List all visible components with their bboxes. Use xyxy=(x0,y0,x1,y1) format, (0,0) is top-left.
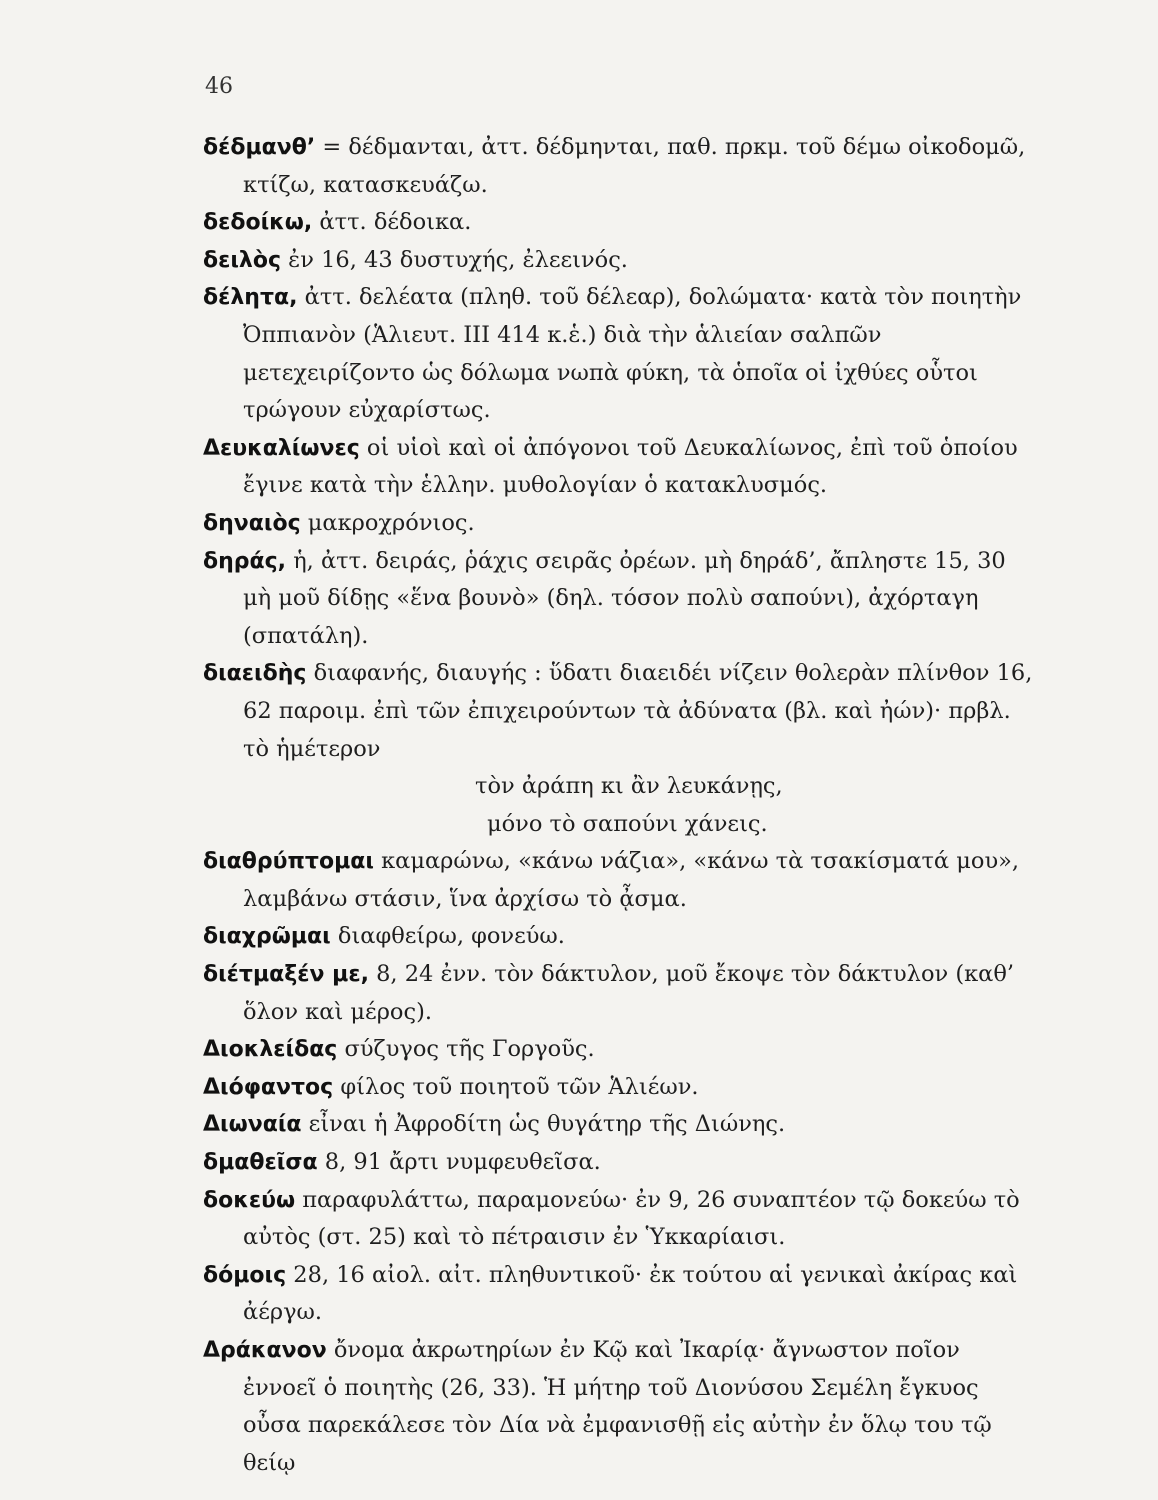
definition: = δέδμανται, ἀττ. δέδμηνται, παθ. πρκμ. τοῦ δέμω οἰκοδομῶ, κτίζω, κατασκευάζω. xyxy=(243,134,1026,198)
glossary-entry xyxy=(203,543,1033,656)
definition: ἀττ. δέδοικα. xyxy=(312,209,472,236)
definition: καμαρώνω, «κάνω νάζια», «κάνω τὰ τσακίσματά μου», λαμβάνω στάσιν, ἵνα ἀρχίσω τὸ ᾆσμα. xyxy=(243,848,1020,912)
glossary xyxy=(203,129,1033,1482)
verse-line: τὸν ἀράπη κι ἂν λευκάνῃς, xyxy=(475,773,783,800)
glossary-entry xyxy=(203,242,1033,280)
headword: δειλὸς xyxy=(203,247,282,273)
definition: μακροχρόνιος. xyxy=(300,509,475,536)
verse-quote xyxy=(203,768,1033,843)
glossary-entry xyxy=(203,279,1033,429)
glossary-entry xyxy=(203,129,1033,204)
glossary-entry xyxy=(203,918,1033,956)
glossary-entry xyxy=(203,430,1033,505)
glossary-entry xyxy=(203,1257,1033,1332)
headword: δέλητα, xyxy=(203,285,298,311)
definition: διαφανής, διαυγής : ὕδατι διαειδέι νίζειν θολερὰν πλίνθον 16, 62 παροιμ. ἐπὶ τῶν ἐπιχειρούντων τὰ ἀδύνατα (βλ. καὶ ἠών)· πρβλ. τὸ ἡμέτερον xyxy=(243,660,1033,762)
headword: δμαθεῖσα xyxy=(203,1150,318,1176)
headword: Διωναία xyxy=(203,1112,302,1138)
glossary-entry xyxy=(203,505,1033,543)
headword: Διοκλείδας xyxy=(203,1037,338,1063)
definition: ἐν 16, 43 δυστυχής, ἐλεεινός. xyxy=(281,246,628,273)
definition: 8, 91 ἄρτι νυμφευθεῖσα. xyxy=(317,1149,601,1176)
headword: δοκεύω xyxy=(203,1187,296,1213)
definition: φίλος τοῦ ποιητοῦ τῶν Ἁλιέων. xyxy=(333,1073,699,1100)
glossary-entry xyxy=(203,1069,1033,1107)
definition: ὄνομα ἀκρωτηρίων ἐν Κῷ καὶ Ἰκαρίᾳ· ἄγνωστον ποῖον ἐννοεῖ ὁ ποιητὴς (26, 33). Ἡ μήτηρ τοῦ Διονύσου Σεμέλη ἔγκυος οὖσα παρεκάλεσε τὸν Δία νὰ ἐμφανισθῇ εἰς αὐτὴν ἐν ὅλῳ του τῷ θείῳ xyxy=(243,1337,992,1476)
headword: διέτμαξέν με, xyxy=(203,962,369,988)
definition: παραφυλάττω, παραμονεύω· ἐν 9, 26 συναπτέον τῷ δοκεύω τὸ αὐτὸς (στ. 25) καὶ τὸ πέτραισιν ἐν Ὑκκαρίαισι. xyxy=(243,1186,1020,1251)
verse-line: μόνο τὸ σαπούνι χάνεις. xyxy=(487,810,768,837)
glossary-entry xyxy=(203,1332,1033,1482)
headword: διαχρῶμαι xyxy=(203,924,331,950)
glossary-entry xyxy=(203,1106,1033,1144)
definition: 28, 16 αἰολ. αἰτ. πληθυντικοῦ· ἐκ τούτου αἱ γενικαὶ ἀκίρας καὶ ἀέργω. xyxy=(243,1261,1018,1326)
page-number: 46 xyxy=(205,74,233,99)
definition: διαφθείρω, φονεύω. xyxy=(330,923,565,950)
glossary-entry xyxy=(203,956,1033,1031)
headword: διαειδὴς xyxy=(203,661,307,687)
glossary-entry xyxy=(203,1031,1033,1069)
definition: ἀττ. δελέατα (πληθ. τοῦ δέλεαρ), δολώματα· κατὰ τὸν ποιητὴν Ὀππιανὸν (Ἁλιευτ. III 414 κ.ἑ.) διὰ τὴν ἁλιείαν σαλπῶν μετεχειρίζοντο ὡς δόλωμα νωπὰ φύκη, τὰ ὁποῖα οἱ ἰχθύες οὗτοι τρώγουν εὐχαρίστως. xyxy=(243,284,1022,424)
headword: δεδοίκω, xyxy=(203,210,313,236)
headword: δηράς, xyxy=(203,548,287,574)
glossary-entry xyxy=(203,1182,1033,1257)
headword: Διόφαντος xyxy=(203,1074,334,1100)
glossary-entry xyxy=(203,1144,1033,1182)
headword: δόμοις xyxy=(203,1262,287,1288)
headword: δηναιὸς xyxy=(203,510,301,536)
definition: οἱ υἱοὶ καὶ οἱ ἀπόγονοι τοῦ Δευκαλίωνος, ἐπὶ τοῦ ὁποίου ἔγινε κατὰ τὴν ἑλλην. μυθολογίαν ὁ κατακλυσμός. xyxy=(243,434,1018,499)
definition: 8, 24 ἐνν. τὸν δάκτυλον, μοῦ ἔκοψε τὸν δάκτυλον (καθ’ ὅλον καὶ μέρος). xyxy=(243,961,1015,1025)
glossary-entry xyxy=(203,843,1033,918)
definition: εἶναι ἡ Ἀφροδίτη ὡς θυγάτηρ τῆς Διώνης. xyxy=(301,1111,786,1138)
definition: ἡ, ἀττ. δειράς, ῥάχις σειρᾶς ὀρέων. μὴ δηράδ’, ἄπληστε 15, 30 μὴ μοῦ δίδῃς «ἕνα βουνὸ» (δηλ. τόσον πολὺ σαπούνι), ἀχόρταγη (σπατάλη). xyxy=(243,547,1006,649)
headword: Δράκανον xyxy=(203,1338,327,1363)
definition: σύζυγος τῆς Γοργοῦς. xyxy=(337,1036,595,1063)
glossary-entry xyxy=(203,204,1033,242)
headword: Δευκαλίωνες xyxy=(203,435,360,461)
glossary-entry xyxy=(203,655,1033,768)
headword: δέδμανθ’ xyxy=(203,135,316,160)
headword: διαθρύπτομαι xyxy=(203,849,374,875)
